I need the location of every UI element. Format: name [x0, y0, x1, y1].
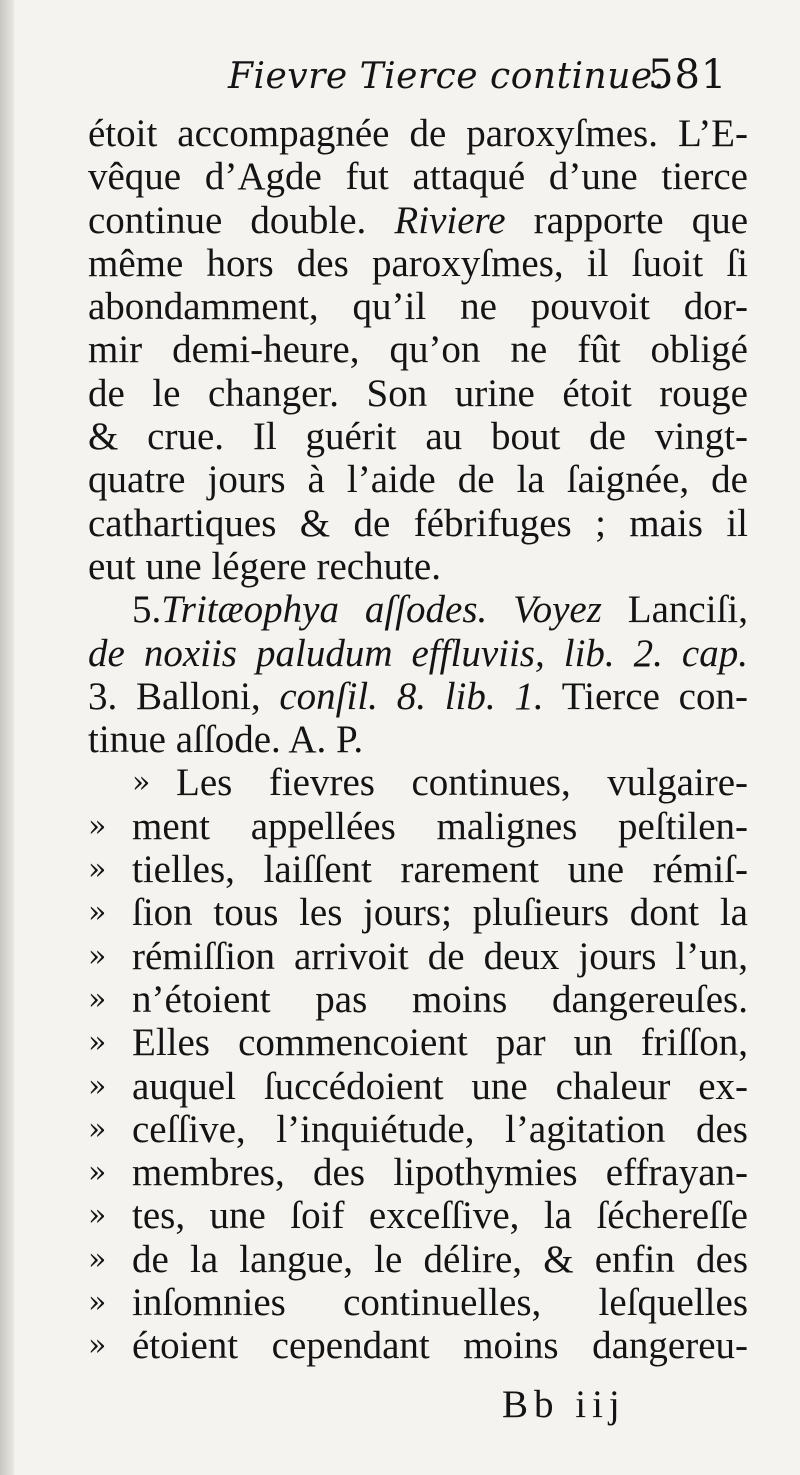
- text-line: 3. Balloni, conſil. 8. lib. 1. Tierce con-: [88, 674, 748, 718]
- quoted-line: » ment appellées malignes peſtilen-: [88, 804, 748, 848]
- text-line: cathartiques & de fébrifuges ; mais il: [88, 501, 748, 545]
- quoted-line: » étoient cependant moins dangereu-: [88, 1324, 748, 1368]
- quoted-line: » tes, une ſoif exceſſive, la ſéchereſſe: [88, 1194, 748, 1238]
- quoted-line: » tielles, laiſſent rarement une rémiſ-: [88, 848, 748, 892]
- quoted-line: » ſion tous les jours; pluſieurs dont la: [88, 891, 748, 935]
- text-line: quatre jours à l’aide de la ſaignée, de: [88, 458, 748, 502]
- quote-mark: »: [88, 1155, 107, 1191]
- quote-mark: »: [88, 938, 107, 974]
- text-line: abondamment, qu’il ne pouvoit dor-: [88, 285, 748, 329]
- text-line: continue double. Riviere rapporte que: [88, 198, 749, 242]
- italic-term: Tritæophya aſſodes. Voyez: [161, 588, 602, 632]
- quoted-line: » inſomnies continuelles, leſquelles: [88, 1281, 748, 1325]
- quote-mark: »: [88, 895, 107, 931]
- text-line: tinue aſſode. A. P.: [88, 718, 364, 762]
- quote-mark: »: [88, 981, 107, 1017]
- quoted-line: » rémiſſion arrivoit de deux jours l’un,: [88, 934, 748, 978]
- quoted-line: » Elles commencoient par un friſſon,: [88, 1021, 748, 1065]
- page-gutter-shadow: [0, 0, 14, 1475]
- quoted-line: » Les fievres continues, vulgaire-: [132, 761, 748, 805]
- quote-mark: »: [88, 1111, 107, 1147]
- page-body-text: [88, 112, 748, 1368]
- signature-mark: Bb iij: [502, 1383, 626, 1426]
- quote-mark: »: [88, 1068, 107, 1104]
- quote-mark: »: [88, 852, 107, 888]
- page-header: [0, 52, 800, 102]
- quote-mark: »: [88, 1241, 107, 1277]
- text-line: étoit accompagnée de paroxyſmes. L’E-: [88, 112, 748, 155]
- text-line: 5.Tritæophya aſſodes. Voyez Lanciſi,: [132, 588, 748, 632]
- quoted-line: » n’étoient pas moins dangereuſes.: [88, 977, 748, 1021]
- running-title: Fievre Tierce continue.: [228, 56, 665, 97]
- quote-mark: »: [88, 1025, 107, 1061]
- text-line: de le changer. Son urine étoit rouge: [88, 371, 748, 415]
- quoted-line: » auquel ſuccédoient une chaleur ex-: [88, 1064, 748, 1108]
- quoted-line: » de la langue, le délire, & enfin des: [88, 1237, 748, 1281]
- text-line: mir demi-heure, qu’on ne fût obligé: [88, 328, 748, 372]
- text-line: de noxiis paludum effluviis, lib. 2. cap.: [88, 631, 748, 675]
- quoted-line: » membres, des lipothymies effrayan-: [88, 1151, 748, 1195]
- text-line: eut une légere rechute.: [88, 544, 441, 588]
- quote-mark: »: [88, 808, 107, 844]
- text-line: vêque d’Agde fut attaqué d’une tierce: [88, 155, 748, 199]
- text-line: & crue. Il guérit au bout de vingt-: [88, 415, 748, 459]
- quoted-line: » ceſſive, l’inquiétude, l’agitation des: [88, 1107, 748, 1151]
- text-line: même hors des paroxyſmes, il ſuoit ſi: [88, 241, 748, 285]
- quote-mark: »: [88, 1285, 107, 1321]
- quote-mark: »: [132, 765, 151, 801]
- page-number: 581: [648, 52, 728, 98]
- italic-name: Riviere: [394, 198, 506, 242]
- quote-mark: »: [88, 1198, 107, 1234]
- italic-reference: conſil. 8. lib. 1.: [279, 674, 544, 718]
- quote-mark: »: [88, 1328, 107, 1364]
